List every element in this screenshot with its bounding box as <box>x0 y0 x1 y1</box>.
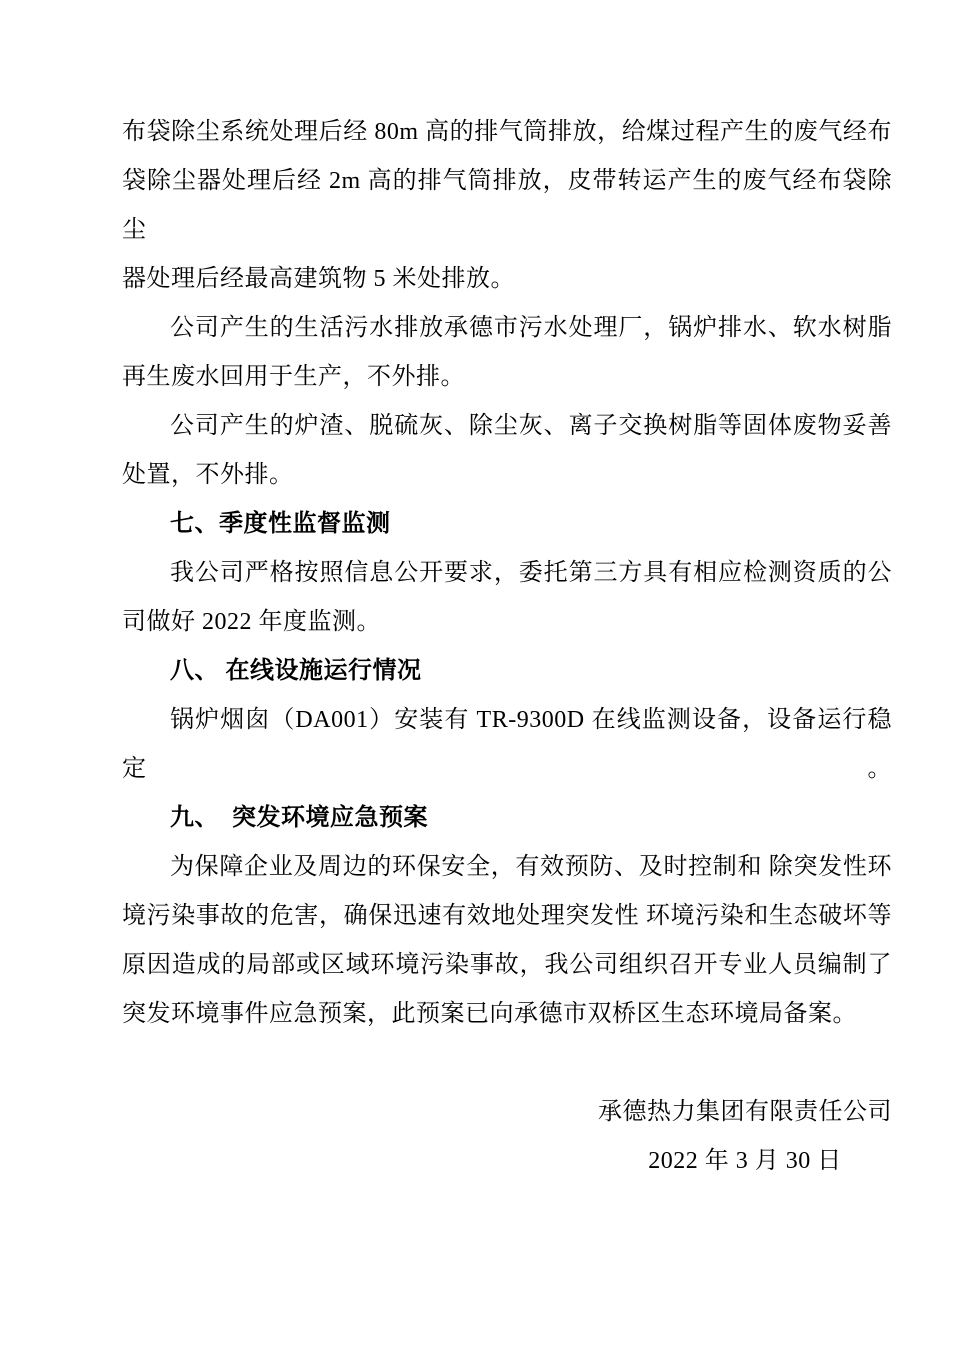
signature-block <box>122 1088 892 1186</box>
paragraph-emergency-plan <box>122 843 892 1039</box>
paragraph-exhaust-emissions <box>122 108 892 304</box>
text-line: 布袋除尘系统处理后经 80m 高的排气筒排放，给煤过程产生的废气经布 <box>122 119 892 145</box>
text-line: 公司产生的生活污水排放承德市污水处理厂，锅炉排水、软水树脂 <box>170 315 892 341</box>
text-line: 袋除尘器处理后经 2m 高的排气筒排放，皮带转运产生的废气经布袋除尘 <box>122 168 892 243</box>
text-line: 处置，不外排。 <box>122 462 294 488</box>
text-line: 锅炉烟囱（DA001）安装有 TR-9300D 在线监测设备，设备运行稳定。 <box>122 707 892 782</box>
signature-inner <box>598 1088 892 1186</box>
text-line: 为保障企业及周边的环保安全，有效预防、及时控制和 除突发性环 <box>170 854 892 880</box>
signature-date: 2022 年 3 月 30 日 <box>648 1148 842 1174</box>
text-line: 原因造成的局部或区域环境污染事故，我公司组织召开专业人员编制了 <box>122 952 892 978</box>
heading-text: 七、季度性监督监测 <box>170 511 391 537</box>
paragraph-online-facilities <box>122 696 892 794</box>
text-line: 再生废水回用于生产，不外排。 <box>122 364 465 390</box>
paragraph-quarterly-monitoring <box>122 549 892 647</box>
section-heading-emergency-plan <box>122 794 892 843</box>
paragraph-wastewater <box>122 304 892 402</box>
heading-text: 八、 在线设施运行情况 <box>170 658 422 684</box>
text-line: 器处理后经最高建筑物 5 米处排放。 <box>122 266 515 292</box>
paragraph-solid-waste <box>122 402 892 500</box>
section-heading-online-facilities <box>122 647 892 696</box>
text-line: 公司产生的炉渣、脱硫灰、除尘灰、离子交换树脂等固体废物妥善 <box>170 413 892 439</box>
text-line: 我公司严格按照信息公开要求，委托第三方具有相应检测资质的公 <box>170 560 892 586</box>
text-line: 司做好 2022 年度监测。 <box>122 609 381 635</box>
heading-text: 九、 突发环境应急预案 <box>170 805 428 831</box>
section-heading-quarterly-monitoring <box>122 500 892 549</box>
text-line: 境污染事故的危害，确保迅速有效地处理突发性 环境污染和生态破坏等 <box>122 903 892 929</box>
signature-company-name: 承德热力集团有限责任公司 <box>598 1099 892 1125</box>
text-line: 突发环境事件应急预案，此预案已向承德市双桥区生态环境局备案。 <box>122 1001 857 1027</box>
